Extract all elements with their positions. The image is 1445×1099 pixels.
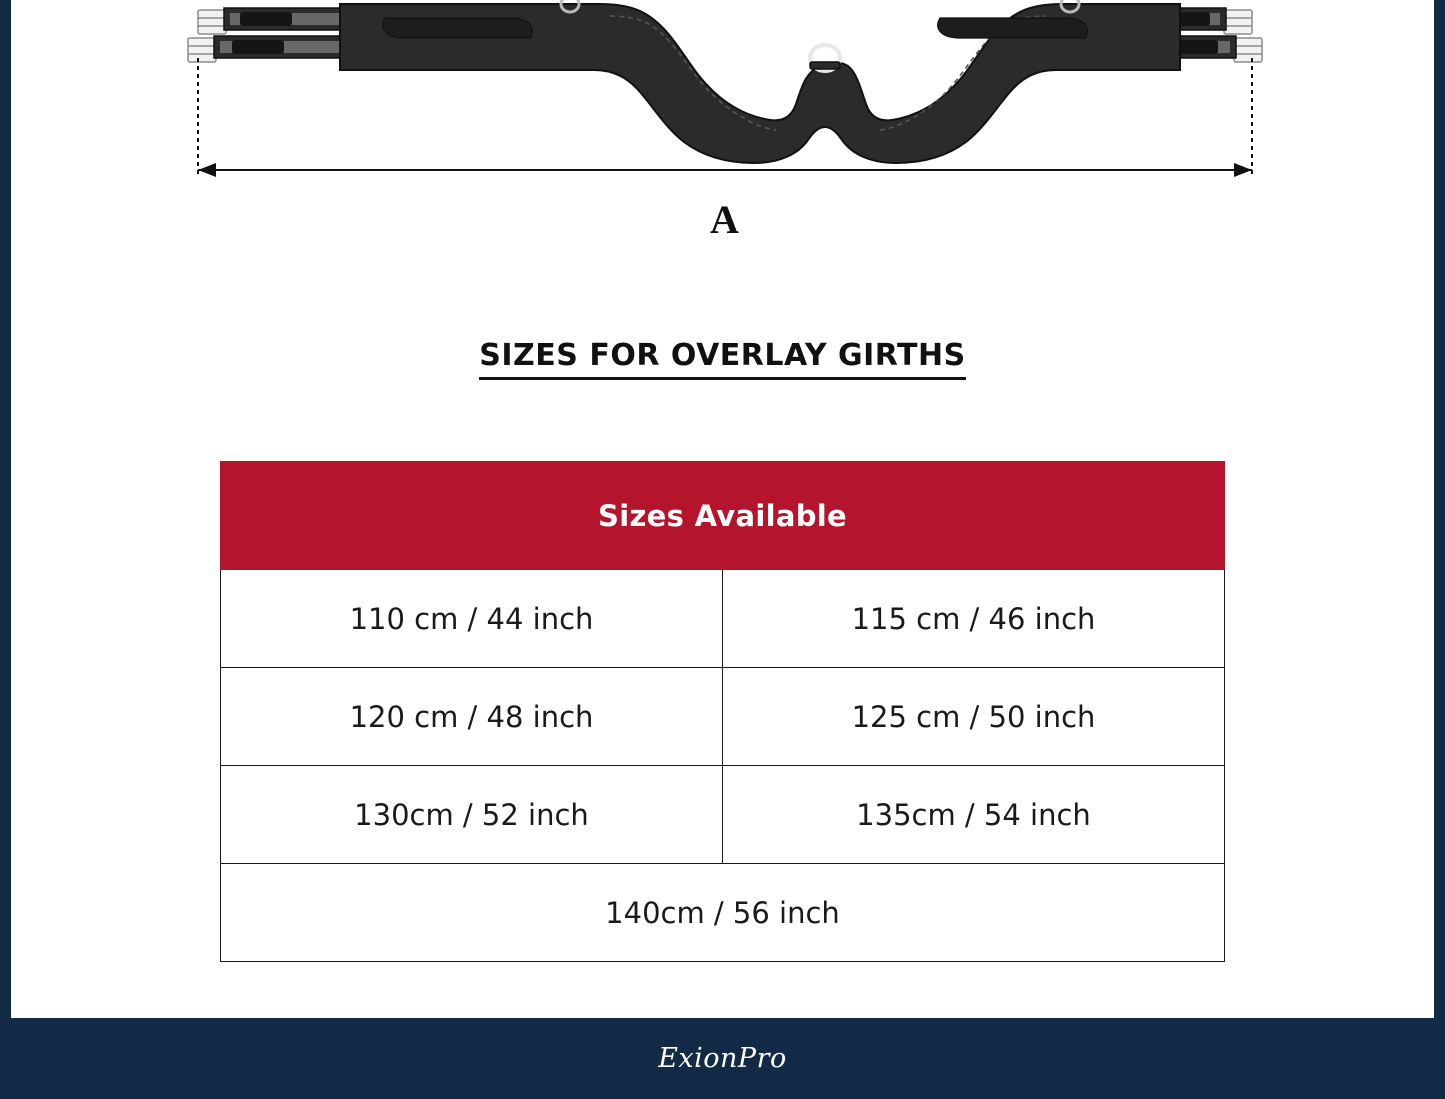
size-cell: 120 cm / 48 inch: [221, 668, 723, 766]
left-overlay-pad: [383, 18, 532, 38]
size-cell: 135cm / 54 inch: [723, 766, 1225, 864]
page-title: [0, 338, 1445, 373]
page-title-text: SIZES FOR OVERLAY GIRTHS: [479, 338, 965, 380]
table-row: [221, 864, 1225, 962]
table-row: [221, 766, 1225, 864]
footer-bar: [0, 1018, 1445, 1099]
size-cell: 115 cm / 46 inch: [723, 570, 1225, 668]
brand-logo: ExionPro: [658, 1043, 787, 1074]
right-edge-rail: [1434, 0, 1445, 1099]
table-row: [221, 570, 1225, 668]
size-cell: 130cm / 52 inch: [221, 766, 723, 864]
product-illustration: [180, 0, 1270, 260]
left-edge-rail: [0, 0, 11, 1099]
dimension-label-a: A: [710, 197, 740, 242]
size-cell: 125 cm / 50 inch: [723, 668, 1225, 766]
size-cell-full-width: 140cm / 56 inch: [221, 864, 1225, 962]
size-cell: 110 cm / 44 inch: [221, 570, 723, 668]
table-header-row: [221, 462, 1225, 570]
girth-drawing: [180, 0, 1270, 200]
right-overlay-pad: [938, 18, 1087, 38]
sizes-available-header: Sizes Available: [221, 462, 1225, 570]
sizes-table: [220, 461, 1225, 962]
table-row: [221, 668, 1225, 766]
